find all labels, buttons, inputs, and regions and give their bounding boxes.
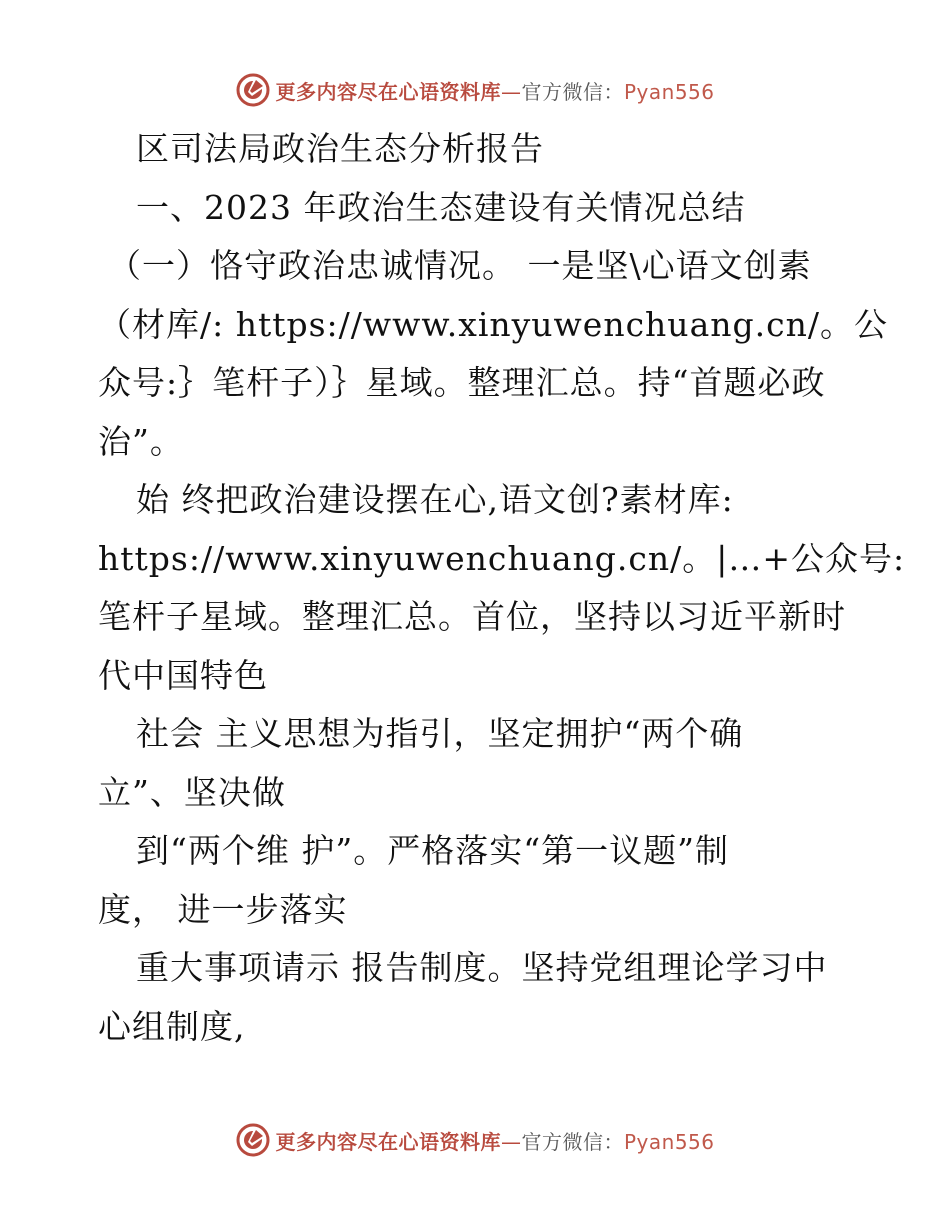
paragraph-line: 代中国特色 <box>98 655 268 695</box>
paragraph-line: （一）恪守政治忠诚情况。 一是坚\心语文创素 <box>108 246 812 285</box>
watermark-main: 更多内容尽在心语资料库 <box>275 1129 501 1154</box>
paragraph-line: https://www.xinyuwenchuang.cn/。|…+公众号: <box>98 538 906 578</box>
watermark-separator: — <box>500 1129 522 1154</box>
watermark-main: 更多内容尽在心语资料库 <box>275 79 501 104</box>
paragraph-line: 治”。 <box>98 421 184 461</box>
pen-logo-icon <box>235 1122 271 1158</box>
paragraph-line: 到“两个维 护”。严格落实“第一议题”制 <box>136 831 729 870</box>
section-heading: 一、2023 年政治生态建设有关情况总结 <box>136 187 746 227</box>
paragraph-line: 社会 主义思想为指引，坚定拥护“两个确 <box>136 714 744 753</box>
document-body <box>98 120 906 1056</box>
pen-logo-icon <box>235 72 271 108</box>
paragraph-line: 笔杆子星域。整理汇总。首位，坚持以习近平新时 <box>98 597 846 636</box>
header-watermark-banner <box>0 70 950 110</box>
paragraph-line: 始 终把政治建设摆在心,语文创?素材库: <box>136 480 734 519</box>
watermark-wechat-label: 官方微信： <box>521 1129 624 1154</box>
watermark-wechat-id: Pyan556 <box>623 79 715 104</box>
paragraph-line: 心组制度, <box>98 1006 246 1046</box>
paragraph-line: 立”、坚决做 <box>98 772 286 812</box>
watermark-separator: — <box>500 79 522 104</box>
paragraph-line: （材库/: https://www.xinyuwenchuang.cn/。公 <box>98 304 888 344</box>
watermark-text <box>275 76 714 105</box>
document-title: 区司法局政治生态分析报告 <box>136 129 544 168</box>
paragraph-line: 度， 进一步落实 <box>98 889 348 929</box>
paragraph-line: 重大事项请示 报告制度。坚持党组理论学习中 <box>136 948 828 987</box>
footer-watermark-banner <box>0 1120 950 1160</box>
paragraph-line: 众号:｝笔杆子）｝星域。整理汇总。持“首题必政 <box>98 363 826 402</box>
watermark-wechat-id: Pyan556 <box>623 1129 715 1154</box>
watermark-wechat-label: 官方微信： <box>521 79 624 104</box>
watermark-text <box>275 1126 714 1155</box>
